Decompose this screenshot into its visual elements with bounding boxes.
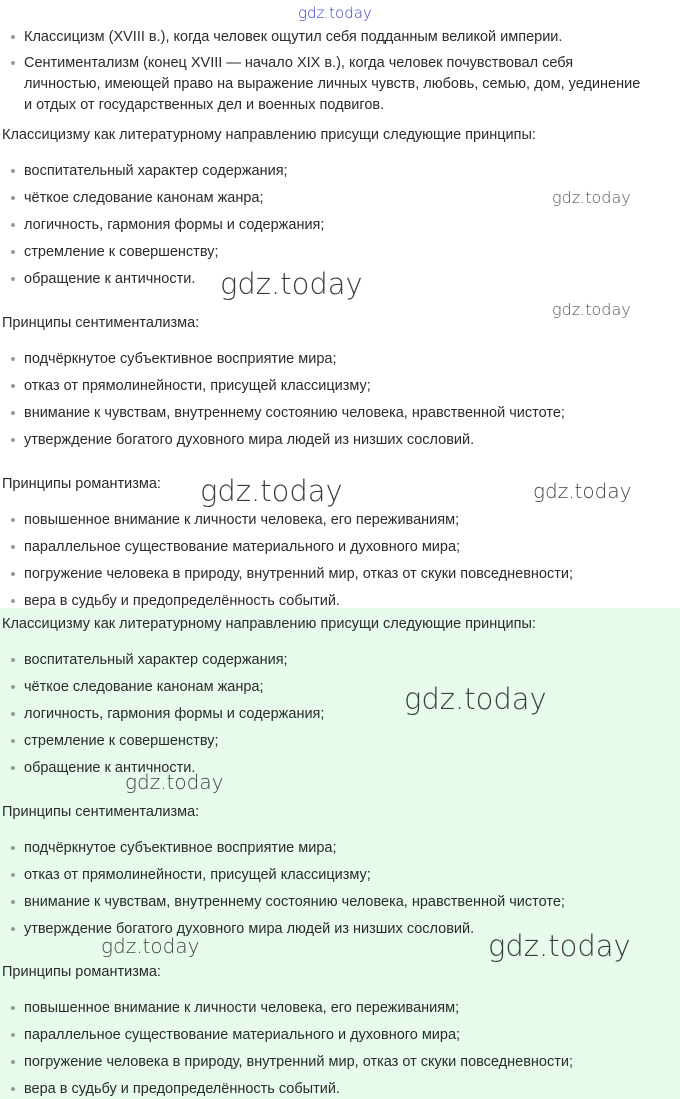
sentimentalism-heading: Принципы сентиментализма: <box>2 315 200 331</box>
list-item: воспитательный характер содержания; <box>24 163 288 179</box>
list-item: погружение человека в природу, внутренний мир, отказ от скуки повседневности; <box>24 566 574 582</box>
list-item: внимание к чувствам, внутреннему состоянию человека, нравственной чистоте; <box>24 894 565 910</box>
list-item: утверждение богатого духовного мира людей из низших сословий. <box>24 921 475 937</box>
list-item: повышенное внимание к личности человека, его переживаниям; <box>24 512 460 528</box>
watermark-text: gdz.today <box>552 300 631 319</box>
list-item: обращение к античности. <box>24 271 196 287</box>
list-item: внимание к чувствам, внутреннему состоянию человека, нравственной чистоте; <box>24 405 565 421</box>
watermark-text: gdz.today <box>533 479 632 503</box>
list-item: логичность, гармония формы и содержания; <box>24 217 325 233</box>
list-item: Сентиментализм (конец XVIII — начало XIX в.), когда человек почувствовал себя личностью, имеющей право на выражение личных чувств, любовь, семью, дом, уединение и отдых от государственных дел и военных подвигов. <box>24 53 644 116</box>
list-item: утверждение богатого духовного мира людей из низших сословий. <box>24 432 475 448</box>
list-item: подчёркнутое субъективное восприятие мира; <box>24 351 337 367</box>
list-item: подчёркнутое субъективное восприятие мира; <box>24 840 337 856</box>
watermark-text: gdz.today <box>552 188 631 207</box>
list-item: стремление к совершенству; <box>24 244 219 260</box>
watermark-text: gdz.today <box>101 934 200 958</box>
list-item: обращение к античности. <box>24 760 196 776</box>
list-item: повышенное внимание к личности человека, его переживаниям; <box>24 1000 460 1016</box>
classicism-heading: Классицизму как литературному направлению присущи следующие принципы: <box>2 616 536 632</box>
list-item: чёткое следование канонам жанра; <box>24 679 264 695</box>
list-item: воспитательный характер содержания; <box>24 652 288 668</box>
list-item: чёткое следование канонам жанра; <box>24 190 264 206</box>
list-item: Классицизм (XVIII в.), когда человек ощутил себя подданным великой империи. <box>24 29 563 45</box>
watermark-text: gdz.today <box>488 929 631 963</box>
romanticism-heading: Принципы романтизма: <box>2 476 161 492</box>
classicism-heading: Классицизму как литературному направлению присущи следующие принципы: <box>2 127 536 143</box>
romanticism-heading: Принципы романтизма: <box>2 964 161 980</box>
list-item: погружение человека в природу, внутренний мир, отказ от скуки повседневности; <box>24 1054 574 1070</box>
sentimentalism-heading: Принципы сентиментализма: <box>2 804 200 820</box>
watermark-text: gdz.today <box>220 267 363 301</box>
list-item: параллельное существование материального и духовного мира; <box>24 539 461 555</box>
watermark-text: gdz.today <box>200 474 343 508</box>
list-item: параллельное существование материального и духовного мира; <box>24 1027 461 1043</box>
list-item: отказ от прямолинейности, присущей классицизму; <box>24 867 371 883</box>
list-item: отказ от прямолинейности, присущей классицизму; <box>24 378 371 394</box>
list-item: логичность, гармония формы и содержания; <box>24 706 325 722</box>
watermark-text: gdz.today <box>125 770 224 794</box>
list-item: вера в судьбу и предопределённость событий. <box>24 1081 340 1097</box>
list-item: вера в судьбу и предопределённость событий. <box>24 593 340 609</box>
list-item: стремление к совершенству; <box>24 733 219 749</box>
watermark-text: gdz.today <box>404 682 547 716</box>
watermark-text: gdz.today <box>298 4 372 22</box>
